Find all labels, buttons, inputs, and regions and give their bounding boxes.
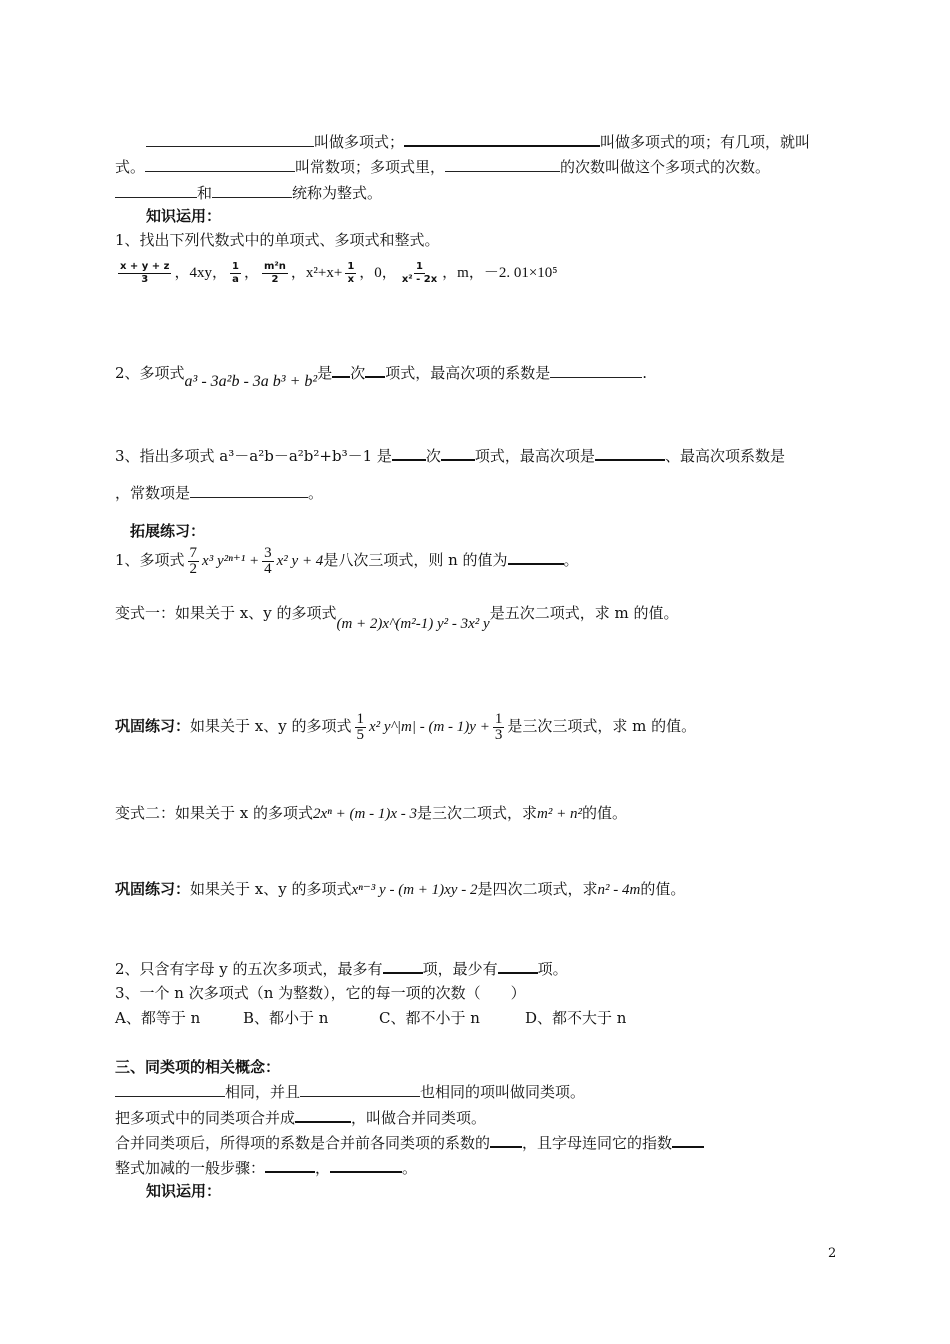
text: ，m，－2. 01×10⁵ xyxy=(442,265,558,281)
text: ， xyxy=(315,1159,331,1177)
blank xyxy=(595,445,665,461)
extension-1 xyxy=(115,540,579,580)
question-3 xyxy=(115,445,785,466)
blank xyxy=(300,1082,420,1097)
blank xyxy=(490,1132,522,1148)
text: 。 xyxy=(563,551,579,569)
blank xyxy=(190,483,308,498)
option-b[interactable]: B、都小于 n xyxy=(243,1009,329,1027)
text: ，0， xyxy=(359,265,397,281)
math-expression: (m + 2)x^(m²-1) y² - 3x² y xyxy=(336,616,490,632)
numerator: m²n xyxy=(263,260,286,272)
question-3-line-2 xyxy=(115,483,323,503)
math-expression: m² + n² xyxy=(537,806,582,822)
option-a[interactable]: A、都等于 n xyxy=(115,1009,201,1027)
blank xyxy=(332,362,350,378)
text: 的次数叫做这个多项式的次数。 xyxy=(560,158,771,176)
options xyxy=(115,1008,835,1028)
option-c[interactable]: C、都不小于 n xyxy=(379,1009,480,1027)
fraction xyxy=(262,261,288,286)
text: 整式加减的一般步骤： xyxy=(115,1159,266,1177)
denominator: 3 xyxy=(141,273,149,285)
label: 巩固练习： xyxy=(115,717,191,735)
text: . xyxy=(642,364,648,382)
section-3-line-3 xyxy=(115,1132,704,1153)
consolidation-2 xyxy=(115,879,685,900)
text: 叫做多项式的项；有几项，就叫 xyxy=(600,133,811,151)
math-expression: x² y^|m| - (m - 1)y + xyxy=(369,719,490,735)
blank xyxy=(383,958,423,974)
text: 和 xyxy=(197,184,213,202)
text: 也相同的项叫做同类项。 xyxy=(420,1083,586,1101)
denominator: 2 xyxy=(189,560,198,577)
text: 的值。 xyxy=(640,880,686,898)
numerator: 1 xyxy=(347,260,355,272)
math-expression: xⁿ⁻³ y - (m + 1)xy - 2 xyxy=(351,882,478,898)
text: 项式，最高次项的系数是 xyxy=(385,364,551,382)
text: 叫做多项式； xyxy=(314,133,405,151)
blank xyxy=(330,1157,402,1173)
text: 的值。 xyxy=(581,804,627,822)
text: ，且字母连同它的指数 xyxy=(522,1134,673,1152)
text: 项式，最高次项是 xyxy=(474,447,595,465)
fraction xyxy=(230,261,241,286)
text: 项。 xyxy=(537,960,568,978)
expression-list: $\frac{x + y + z}{3}$ ，4xy， $\frac{1}{a}$ ， $\frac{\text{m²n}}{2}$ ，x²+x+ $\frac{1}{x}$ ，0， $\frac{1}{\text{x² - 2x}}$ ，m，－2. 01×10⁵ xyxy=(120,260,558,285)
denominator: x xyxy=(347,273,355,285)
denominator: a xyxy=(232,273,239,285)
text: 是三次二项式，求 xyxy=(416,804,537,822)
blank xyxy=(265,1157,315,1173)
text: ，常数项是 xyxy=(115,484,191,502)
text: 是八次三项式，则 n 的值为 xyxy=(323,551,508,569)
math-expression: 2xⁿ + (m - 1)x - 3 xyxy=(313,806,417,822)
blank xyxy=(508,549,564,565)
fraction xyxy=(400,261,439,286)
text: 是四次二项式，求 xyxy=(477,880,598,898)
text: 如果关于 x、y 的多项式 xyxy=(190,880,352,898)
question-1: 1、找出下列代数式中的单项式、多项式和整式。 xyxy=(115,231,440,249)
numerator: 7 xyxy=(189,544,198,561)
blank xyxy=(365,362,385,378)
extension-heading: 拓展练习： xyxy=(130,522,206,540)
blank xyxy=(404,131,600,147)
blank xyxy=(392,445,426,461)
math-expression: x³ y²ⁿ⁺¹ + xyxy=(202,553,260,569)
text: 是 xyxy=(317,364,333,382)
denominator: 4 xyxy=(264,560,272,577)
blank xyxy=(115,1082,225,1097)
label: 巩固练习： xyxy=(115,880,191,898)
text: 。 xyxy=(308,484,324,502)
numerator: 1 xyxy=(232,260,239,272)
numerator: 1 xyxy=(356,710,364,727)
text: 次 xyxy=(425,447,441,465)
blank xyxy=(672,1132,704,1148)
blank xyxy=(212,183,292,198)
text: 相同，并且 xyxy=(225,1083,301,1101)
blank xyxy=(550,363,642,378)
text: 是三次三项式，求 m 的值。 xyxy=(507,717,697,735)
text: 叫常数项；多项式里， xyxy=(295,158,446,176)
blank xyxy=(115,183,197,198)
text: ，x²+x+ xyxy=(290,265,343,281)
knowledge-heading-2: 知识运用： xyxy=(146,1182,222,1200)
consolidation-1 xyxy=(115,706,696,746)
fraction xyxy=(355,712,367,743)
fraction xyxy=(345,261,356,286)
numerator: x + y + z xyxy=(120,260,170,272)
page-number: 2 xyxy=(828,1246,837,1261)
math-expression: n² - 4m xyxy=(597,882,641,898)
text: 。 xyxy=(402,1159,418,1177)
blank xyxy=(146,132,314,147)
definition-line-2 xyxy=(115,157,770,177)
text: 3、指出多项式 a³－a²b－a²b²+b³－1 是 xyxy=(115,447,392,465)
text: 合并同类项后，所得项的系数是合并前各同类项的系数的 xyxy=(115,1134,491,1152)
blank xyxy=(145,157,295,172)
text: 变式二：如果关于 x 的多项式 xyxy=(115,804,313,822)
section-3-line-2 xyxy=(115,1107,486,1128)
blank xyxy=(445,157,560,172)
definition-line-1 xyxy=(146,131,810,152)
blank xyxy=(498,958,538,974)
definition-line-3 xyxy=(115,183,382,203)
variant-2 xyxy=(115,803,627,824)
fraction xyxy=(262,546,274,577)
text: 2、只含有字母 y 的五次多项式，最多有 xyxy=(115,960,383,978)
text: 如果关于 x、y 的多项式 xyxy=(190,717,352,735)
denominator: 3 xyxy=(494,726,503,743)
section-3-line-4 xyxy=(115,1157,417,1178)
blank xyxy=(441,445,475,461)
fraction xyxy=(188,546,200,577)
text: 是五次二项式，求 m 的值。 xyxy=(489,604,679,622)
blank xyxy=(295,1107,351,1123)
numerator: 1 xyxy=(416,260,423,272)
option-d[interactable]: D、都不大于 n xyxy=(525,1009,627,1027)
knowledge-heading: 知识运用： xyxy=(146,207,222,225)
fraction xyxy=(493,712,505,743)
text: ，叫做合并同类项。 xyxy=(351,1109,487,1127)
text: ，4xy， xyxy=(174,265,227,281)
denominator: 2 xyxy=(271,273,279,285)
text: 统称为整式。 xyxy=(292,184,383,202)
fraction xyxy=(118,261,171,286)
section-3-heading: 三、同类项的相关概念： xyxy=(115,1058,281,1076)
denominator: 5 xyxy=(356,726,364,743)
text: 项，最少有 xyxy=(422,960,498,978)
question-n-polynomial: 3、一个 n 次多项式（n 为整数），它的每一项的次数（ ） xyxy=(115,984,526,1002)
text: 变式一：如果关于 x、y 的多项式 xyxy=(115,604,337,622)
variant-1 xyxy=(115,603,679,632)
question-y-polynomial xyxy=(115,958,568,979)
text: 式。 xyxy=(115,158,146,176)
numerator: 1 xyxy=(494,710,503,727)
denominator: x² - 2x xyxy=(401,273,438,285)
math-expression: x² y + 4 xyxy=(276,553,324,569)
text: 次 xyxy=(350,364,366,382)
math-expression: a³ - 3a²b - 3a b³ + b² xyxy=(184,373,318,390)
numerator: 3 xyxy=(264,544,272,561)
text: 、最高次项系数是 xyxy=(664,447,785,465)
text: 把多项式中的同类项合并成 xyxy=(115,1109,296,1127)
question-2 xyxy=(115,362,648,390)
text: 1、多项式 xyxy=(115,551,185,569)
section-3-line-1 xyxy=(115,1082,585,1102)
text: 2、多项式 xyxy=(115,364,185,382)
